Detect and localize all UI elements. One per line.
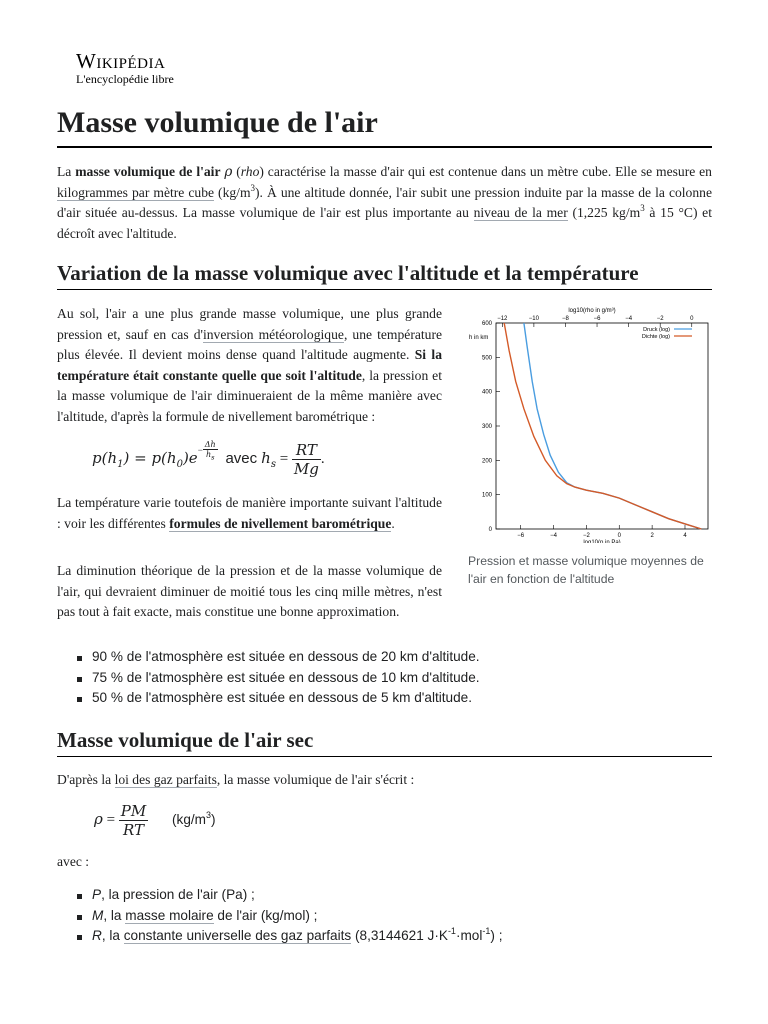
x2-tick-label: −4: [625, 316, 633, 322]
y-axis-label: h in km: [469, 335, 489, 341]
logo-wordmark: Wikipédia: [76, 49, 166, 73]
x2-tick-label: −2: [656, 316, 664, 322]
x2-tick-label: −12: [497, 316, 508, 322]
x2-tick-label: −10: [528, 316, 539, 322]
page-title: Masse volumique de l'air: [57, 104, 712, 148]
link-masse-molaire[interactable]: masse molaire: [125, 907, 214, 923]
y-tick-label: 600: [481, 321, 492, 327]
section1-paragraph-2: La température varie toutefois de manière importante suivant l'altitude : voir les différentes formules de nivellement barométrique.: [57, 495, 442, 531]
section1-paragraph-3: La diminution théorique de la pression et de la masse volumique de l'air, qui devraient diminuer de moitié tous les cinq mille mètres, n'est pas tout à fait exacte, mais constitue une bonne approximation.: [57, 563, 442, 620]
y-tick-label: 400: [481, 389, 492, 396]
y-tick-label: 200: [481, 458, 492, 465]
link-niveau-de-la-mer[interactable]: niveau de la mer: [473, 205, 568, 221]
x-axis-label: log10(p in Pa): [583, 540, 621, 543]
list-item: 50 % de l'atmosphère est située en dessous de 5 km d'altitude.: [74, 688, 480, 709]
avec-label: avec :: [57, 854, 90, 869]
formula-density: ρ = $\frac{PM}{RT}$ $(kg/m^3)$: [94, 802, 216, 839]
list-item: M, la masse molaire de l'air (kg/mol) ;: [74, 906, 503, 927]
list-item: R, la constante universelle des gaz parfaits (8,3144621 $J\cdot K^{-1}\cdot mol^{-1}$) ;: [74, 926, 503, 947]
list-item: P, la pression de l'air (Pa) ;: [74, 885, 503, 906]
logo-tagline: L'encyclopédie libre: [76, 72, 174, 86]
legend-label: Dichte (log): [641, 334, 670, 340]
x2-tick-label: −8: [562, 316, 569, 322]
x-tick-label: 4: [683, 533, 687, 539]
altitude-chart[interactable]: [468, 303, 712, 543]
section-heading-variation: Variation de la masse volumique avec l'altitude et la température: [57, 259, 712, 290]
intro-paragraph: La masse volumique de l'air ρ (rho) caractérise la masse d'air qui est contenue dans un mètre cube. Elle se mesure en kilogrammes par mètre cube $(kg/m^3)$. À une altitude donnée, l'air subit une pression induite par la masse de la colonne d'air située au-dessus. La masse volumique de l'air est plus importante au niveau de la mer (1,225 $kg/m^3$ à 15 °C) et décroît avec l'altitude.: [57, 164, 712, 241]
x-tick-label: −4: [550, 533, 557, 539]
section2-paragraph-1: D'après la loi des gaz parfaits, la masse volumique de l'air s'écrit :: [57, 772, 415, 787]
x2-tick-label: 0: [690, 316, 694, 322]
atmosphere-bullet-list: [74, 647, 480, 709]
series-line-0: [524, 323, 702, 529]
x-tick-label: 0: [617, 533, 621, 539]
chart-title: log10(rho in g/m³): [568, 308, 616, 314]
x2-tick-label: −6: [593, 316, 601, 322]
list-item: 90 % de l'atmosphère est située en dessous de 20 km d'altitude.: [74, 647, 480, 668]
link-formules-de-nivellement-barometrique[interactable]: formules de nivellement barométrique: [169, 515, 392, 531]
x-tick-label: 2: [650, 533, 654, 539]
x-tick-label: −6: [517, 533, 525, 539]
y-tick-label: 100: [481, 492, 492, 499]
figure-altitude-chart: [468, 303, 712, 588]
link-loi-des-gaz-parfaits[interactable]: loi des gaz parfaits: [114, 772, 217, 787]
y-tick-label: 300: [481, 424, 492, 430]
section-heading-air-sec: Masse volumique de l'air sec: [57, 726, 712, 757]
list-item: 75 % de l'atmosphère est située en dessous de 10 km d'altitude.: [74, 668, 480, 689]
legend-label: Druck (log): [643, 327, 670, 333]
link-constante-universelle-des-gaz-parfaits[interactable]: constante universelle des gaz parfaits: [123, 928, 352, 944]
section1-paragraph-1: Au sol, l'air a une plus grande masse volumique, une plus grande pression et, sauf en cas d'inversion météorologique, une température plus élevée. Il devient moins dense quand l'altitude augmente. Si la température était constante quelle que soit l'altitude, la pression et la masse volumique de l'air diminueraient de la même manière avec l'altitude, d'après la formule de nivellement barométrique :: [57, 306, 443, 424]
y-tick-label: 500: [481, 355, 492, 362]
wikipedia-logo[interactable]: [76, 50, 174, 86]
series-line-1: [504, 323, 701, 529]
figure-caption: Pression et masse volumique moyennes de l'air en fonction de l'altitude: [468, 554, 704, 586]
link-inversion-meteorologique[interactable]: inversion météorologique: [202, 326, 344, 342]
x-tick-label: −2: [582, 533, 590, 539]
link-kilogrammes-par-metre-cube[interactable]: kilogrammes par mètre cube: [57, 184, 215, 200]
variables-list: [74, 885, 503, 947]
formula-barometric: $p(h_1) = p(h_0)e-$ $\frac{\Delta h}{h_s}$ avec $h_s$ = $\frac{RT}{Mg}$ .: [92, 440, 325, 478]
y-tick-label: 0: [488, 527, 492, 533]
